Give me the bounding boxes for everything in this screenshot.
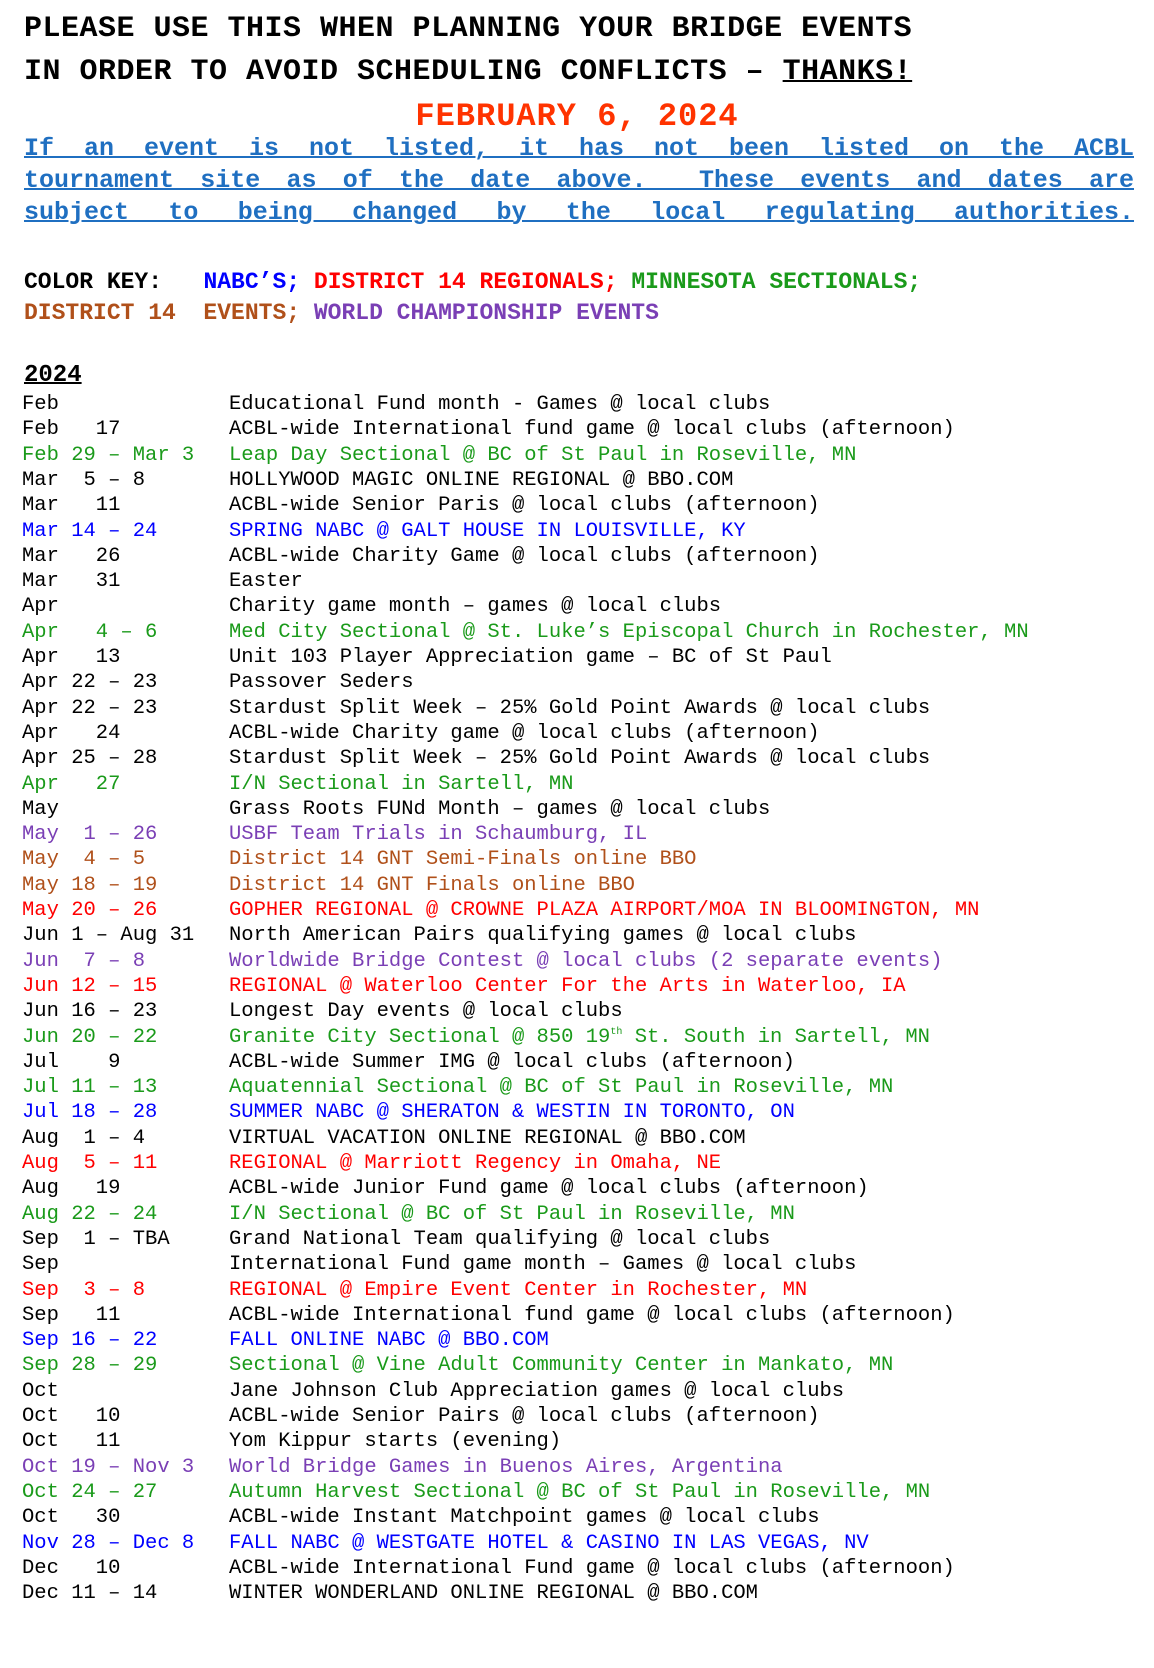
event-date: Feb — [22, 393, 59, 416]
event-description: ACBL-wide Senior Pairs @ local clubs (afternoon) — [229, 1405, 820, 1428]
event-description: Grand National Team qualifying @ local clubs — [229, 1227, 771, 1251]
event-date: Apr 4 – 6 — [22, 620, 158, 644]
notice-block — [24, 133, 1134, 229]
event-row — [0, 847, 1154, 873]
event-date: Apr 24 — [22, 721, 121, 745]
event-date: May 20 – 26 — [22, 899, 158, 922]
color-key-world: WORLD CHAMPIONSHIP EVENTS — [313, 300, 659, 326]
event-description: HOLLYWOOD MAGIC ONLINE REGIONAL @ BBO.COM — [229, 468, 734, 492]
event-description: WINTER WONDERLAND ONLINE REGIONAL @ BBO.COM — [229, 1582, 758, 1606]
color-key-sectional: MINNESOTA SECTIONALS; — [631, 269, 922, 295]
event-date: Jun 12 – 15 — [22, 974, 158, 998]
event-date: Mar 14 – 24 — [22, 519, 158, 543]
event-description: World Bridge Games in Buenos Aires, Argentina — [229, 1455, 783, 1479]
event-date: Mar 11 — [22, 494, 121, 518]
event-description: District 14 GNT Finals online BBO — [229, 873, 635, 897]
event-date: Sep 11 — [22, 1303, 121, 1327]
event-description: REGIONAL @ Empire Event Center in Rochester, MN — [229, 1278, 808, 1302]
event-date: Feb 17 — [22, 418, 121, 442]
header-line-2-text: IN ORDER TO AVOID SCHEDULING CONFLICTS – — [24, 55, 783, 89]
event-date: Dec 10 — [22, 1556, 121, 1580]
event-row — [0, 417, 1154, 443]
event-description: SPRING NABC @ GALT HOUSE IN LOUISVILLE, KY — [229, 519, 746, 543]
event-row — [0, 1025, 1154, 1051]
event-date: Jul 18 – 28 — [22, 1101, 158, 1125]
color-key-district: DISTRICT 14 EVENTS; — [24, 300, 301, 326]
event-row — [0, 392, 1154, 418]
notice-line-3: subject to being changed by the local regulating authorities. — [24, 198, 1134, 227]
event-row — [0, 696, 1154, 722]
event-row — [0, 519, 1154, 545]
event-row — [0, 645, 1154, 671]
event-date: Apr 27 — [22, 772, 121, 796]
event-date: Apr 22 – 23 — [22, 671, 158, 695]
event-row — [0, 1531, 1154, 1557]
event-date: Aug 19 — [22, 1177, 121, 1201]
event-description: International Fund game month – Games @ local clubs — [229, 1253, 857, 1277]
ordinal-suffix: th — [610, 1026, 623, 1038]
event-date: Apr — [22, 595, 59, 619]
event-row — [0, 544, 1154, 570]
event-description: Yom Kippur starts (evening) — [229, 1430, 562, 1454]
color-key-line-2 — [24, 298, 659, 328]
event-date: Mar 5 – 8 — [22, 468, 146, 492]
header-line-2 — [24, 55, 912, 89]
event-description: Aquatennial Sectional @ BC of St Paul in Roseville, MN — [229, 1076, 894, 1100]
event-row — [0, 1480, 1154, 1506]
event-row — [0, 1202, 1154, 1228]
header-line-1: PLEASE USE THIS WHEN PLANNING YOUR BRIDGE EVENTS — [24, 12, 913, 46]
event-date: May 1 – 26 — [22, 823, 158, 847]
event-row — [0, 772, 1154, 798]
event-date: Oct 30 — [22, 1506, 121, 1530]
event-date: Sep 3 – 8 — [22, 1278, 146, 1302]
color-key-regional: DISTRICT 14 REGIONALS; — [313, 269, 618, 295]
event-description: ACBL-wide Charity Game @ local clubs (afternoon) — [229, 544, 820, 568]
event-date: Sep 1 – TBA — [22, 1227, 170, 1251]
event-row — [0, 569, 1154, 595]
event-description: Worldwide Bridge Contest @ local clubs (2 separate events) — [229, 949, 943, 973]
event-description: Leap Day Sectional @ BC of St Paul in Roseville, MN — [229, 443, 857, 467]
event-description: Grass Roots FUNd Month – games @ local clubs — [229, 797, 771, 821]
event-description: USBF Team Trials in Schaumburg, IL — [229, 823, 648, 847]
event-row — [0, 468, 1154, 494]
event-date: Apr 22 – 23 — [22, 696, 158, 720]
color-key-nabc: NABC’S; — [203, 269, 301, 295]
event-date: Apr 25 – 28 — [22, 747, 158, 771]
event-description: Longest Day events @ local clubs — [229, 1000, 623, 1024]
event-description: I/N Sectional @ BC of St Paul in Roseville, MN — [229, 1202, 795, 1226]
event-row — [0, 1404, 1154, 1430]
event-description: FALL ONLINE NABC @ BBO.COM — [229, 1329, 549, 1353]
event-description: ACBL-wide International fund game @ local clubs (afternoon) — [229, 1303, 955, 1327]
event-row — [0, 1151, 1154, 1177]
event-row — [0, 1126, 1154, 1152]
event-description: Sectional @ Vine Adult Community Center in Mankato, MN — [229, 1354, 894, 1378]
event-row — [0, 1176, 1154, 1202]
event-row — [0, 1303, 1154, 1329]
event-row — [0, 1455, 1154, 1481]
event-date: Mar 26 — [22, 544, 121, 568]
event-description: Stardust Split Week – 25% Gold Point Awards @ local clubs — [229, 747, 931, 771]
event-date: Jun 1 – Aug 31 — [22, 924, 195, 948]
event-date: Feb 29 – Mar 3 — [22, 443, 195, 467]
event-description: Easter — [229, 570, 303, 594]
notice-line-1: If an event is not listed, it has not been listed on the ACBL — [24, 134, 1134, 163]
event-description: I/N Sectional in Sartell, MN — [229, 772, 574, 796]
event-row — [0, 1379, 1154, 1405]
event-row — [0, 594, 1154, 620]
color-key-label: COLOR KEY: — [24, 269, 163, 295]
event-row — [0, 1429, 1154, 1455]
event-row — [0, 1100, 1154, 1126]
event-row — [0, 1505, 1154, 1531]
event-row — [0, 493, 1154, 519]
event-description: VIRTUAL VACATION ONLINE REGIONAL @ BBO.COM — [229, 1126, 746, 1150]
event-description: GOPHER REGIONAL @ CROWNE PLAZA AIRPORT/MOA IN BLOOMINGTON, MN — [229, 899, 980, 922]
event-description-text: Granite City Sectional @ 850 19 — [229, 1025, 611, 1049]
event-row — [0, 873, 1154, 899]
event-description: ACBL-wide Junior Fund game @ local clubs (afternoon) — [229, 1177, 869, 1201]
event-date: Jun 20 – 22 — [22, 1025, 158, 1049]
event-row — [0, 670, 1154, 696]
event-row — [0, 923, 1154, 949]
event-row — [0, 1278, 1154, 1304]
event-date: Oct 10 — [22, 1405, 121, 1428]
event-description: Jane Johnson Club Appreciation games @ local clubs — [229, 1379, 845, 1403]
event-date: Sep 28 – 29 — [22, 1354, 158, 1378]
event-date: Aug 22 – 24 — [22, 1202, 158, 1226]
event-row — [0, 822, 1154, 848]
event-date: May 18 – 19 — [22, 873, 158, 897]
event-row — [0, 1075, 1154, 1101]
event-description: Stardust Split Week – 25% Gold Point Awards @ local clubs — [229, 696, 931, 720]
event-date: Sep 16 – 22 — [22, 1329, 158, 1353]
event-date: Oct 24 – 27 — [22, 1480, 158, 1504]
event-row — [0, 999, 1154, 1025]
thanks-text: THANKS! — [782, 55, 913, 89]
event-date: Jul 9 — [22, 1050, 121, 1074]
event-date: Aug 5 – 11 — [22, 1152, 158, 1175]
event-date: Oct 11 — [22, 1430, 121, 1454]
event-description: North American Pairs qualifying games @ local clubs — [229, 924, 857, 948]
event-description: REGIONAL @ Waterloo Center For the Arts in Waterloo, IA — [229, 974, 906, 998]
event-row — [0, 949, 1154, 975]
event-row — [0, 1581, 1154, 1607]
event-row — [0, 443, 1154, 469]
event-description: Educational Fund month - Games @ local clubs — [229, 393, 771, 416]
event-date: Mar 31 — [22, 570, 121, 594]
event-row — [0, 898, 1154, 924]
event-row — [0, 797, 1154, 823]
event-row — [0, 1556, 1154, 1582]
year-heading: 2024 — [24, 362, 82, 389]
event-row — [0, 620, 1154, 646]
event-description: Med City Sectional @ St. Luke’s Episcopal Church in Rochester, MN — [229, 620, 1029, 644]
event-date: May 4 – 5 — [22, 848, 146, 872]
event-description: ACBL-wide Charity game @ local clubs (afternoon) — [229, 721, 820, 745]
event-date: Jul 11 – 13 — [22, 1076, 158, 1100]
event-row — [0, 1353, 1154, 1379]
event-row — [0, 1227, 1154, 1253]
event-date: Oct 19 – Nov 3 — [22, 1455, 195, 1479]
color-key-line-1 — [24, 267, 921, 297]
event-description: SUMMER NABC @ SHERATON & WESTIN IN TORONTO, ON — [229, 1101, 795, 1125]
event-date: Apr 13 — [22, 646, 121, 669]
notice-line-2: tournament site as of the date above. These events and dates are — [24, 166, 1134, 195]
event-description: ACBL-wide International Fund game @ local clubs (afternoon) — [229, 1556, 955, 1580]
event-description: ACBL-wide Instant Matchpoint games @ local clubs — [229, 1506, 820, 1530]
event-description: ACBL-wide International fund game @ local clubs (afternoon) — [229, 418, 955, 442]
event-row — [0, 1252, 1154, 1278]
event-description: ACBL-wide Summer IMG @ local clubs (afternoon) — [229, 1050, 795, 1074]
event-description: Unit 103 Player Appreciation game – BC of St Paul — [229, 646, 832, 669]
event-description: FALL NABC @ WESTGATE HOTEL & CASINO IN LAS VEGAS, NV — [229, 1531, 869, 1555]
event-row — [0, 974, 1154, 1000]
event-description: Passover Seders — [229, 671, 414, 695]
event-row — [0, 1050, 1154, 1076]
event-row — [0, 1328, 1154, 1354]
event-description-text: St. South in Sartell, MN — [622, 1025, 930, 1049]
event-date: Nov 28 – Dec 8 — [22, 1531, 195, 1555]
event-date: Oct — [22, 1379, 59, 1403]
event-description: REGIONAL @ Marriott Regency in Omaha, NE — [229, 1152, 722, 1175]
event-date: Jun 7 – 8 — [22, 949, 146, 973]
event-date: Sep — [22, 1253, 59, 1277]
publication-date: FEBRUARY 6, 2024 — [415, 98, 739, 135]
event-description — [229, 1025, 930, 1051]
event-date: Aug 1 – 4 — [22, 1126, 146, 1150]
event-date: Jun 16 – 23 — [22, 1000, 158, 1024]
event-description: Autumn Harvest Sectional @ BC of St Paul in Roseville, MN — [229, 1480, 931, 1504]
event-date: Dec 11 – 14 — [22, 1582, 158, 1606]
event-row — [0, 746, 1154, 772]
event-row — [0, 721, 1154, 747]
event-date: May — [22, 797, 59, 821]
event-description: Charity game month – games @ local clubs — [229, 595, 722, 619]
event-description: District 14 GNT Semi-Finals online BBO — [229, 848, 697, 872]
event-description: ACBL-wide Senior Paris @ local clubs (afternoon) — [229, 494, 820, 518]
